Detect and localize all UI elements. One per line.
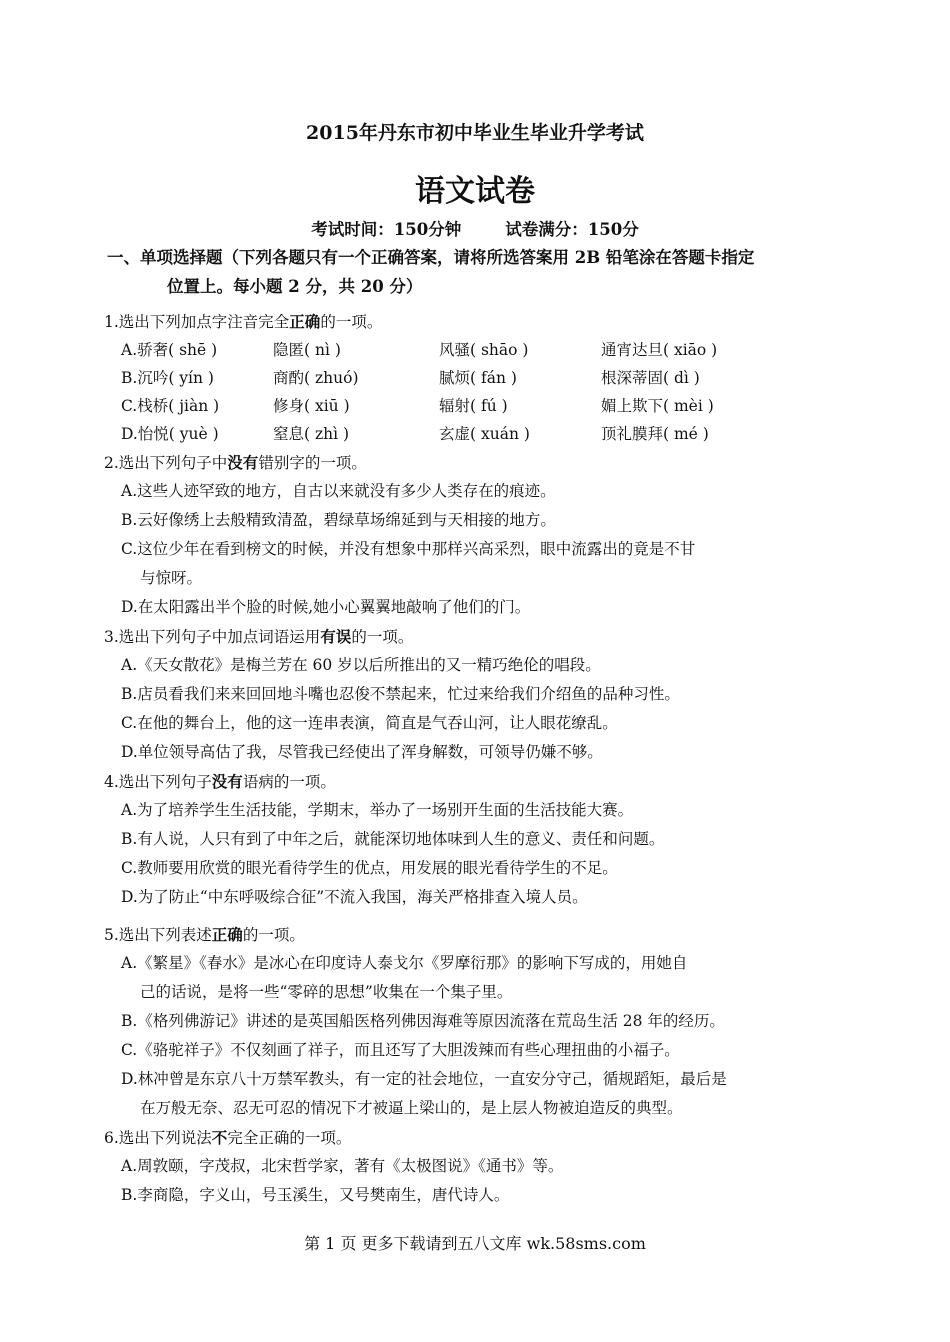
exam-title: 2015年丹东市初中毕业生毕业升学考试: [306, 122, 644, 144]
option-cell: 窒息( zhì ): [273, 425, 350, 443]
question-1-stem: 1.选出下列加点字注音完全正确的一项。: [104, 312, 383, 331]
option-cell: 顶礼膜拜( mé ): [601, 425, 709, 443]
option-cell: 修身( xiū ): [273, 397, 350, 415]
question-5-option-a: [104, 949, 854, 1007]
questions: [104, 307, 854, 1210]
question-1-options: [104, 336, 854, 448]
question-6-stem: 6.选出下列说法不完全正确的一项。: [104, 1128, 352, 1147]
option-cell: C.栈桥( jiàn ): [121, 397, 220, 415]
exam-time: 考试时间：150分钟: [311, 220, 462, 239]
question-5-option-d: [104, 1065, 854, 1123]
option-cell: B.沉吟( yín ): [121, 369, 214, 387]
option-text-cont: 在万般无奈、忍无可忍的情况下才被逼上梁山的，是上层人物被迫造反的典型。: [140, 1099, 683, 1117]
subject-title: 语文试卷: [415, 174, 535, 209]
question-6-option-b: B.李商隐，字义山，号玉溪生，又号樊南生，唐代诗人。: [121, 1186, 510, 1204]
option-cell: 媚上欺下( mèi ): [601, 397, 714, 415]
question-4-option-d: D.为了防止“中东呼吸综合征”不流入我国，海关严格排查入境人员。: [121, 888, 588, 906]
question-3-option-b: B.店员看我们来来回回地斗嘴也忍俊不禁起来，忙过来给我们介绍鱼的品种习性。: [121, 685, 680, 703]
option-text: C.这位少年在看到榜文的时候，并没有想象中那样兴高采烈，眼中流露出的竟是不甘: [121, 540, 696, 558]
question-4-stem: 4.选出下列句子没有语病的一项。: [104, 772, 336, 791]
question-3-stem: 3.选出下列句子中加点词语运用有误的一项。: [104, 627, 414, 646]
option-cell: 商酌( zhuó): [273, 369, 359, 387]
question-5-option-b: B.《格列佛游记》讲述的是英国船医格列佛因海难等原因流落在荒岛生活 28 年的经历。: [121, 1012, 725, 1030]
option-cell: A.骄奢( shē ): [121, 341, 218, 359]
question-5-stem: 5.选出下列表述正确的一项。: [104, 925, 305, 944]
question-2-option-d: D.在太阳露出半个脸的时候,她小心翼翼地敲响了他们的门。: [121, 598, 531, 616]
question-4-option-b: B.有人说，人只有到了中年之后，就能深切地体味到人生的意义、责任和问题。: [121, 830, 665, 848]
question-5-option-c: C.《骆驼祥子》不仅刻画了祥子，而且还写了大胆泼辣而有些心理扭曲的小福子。: [121, 1041, 680, 1059]
section-heading-line1: 一、单项选择题（下列各题只有一个正确答案，请将所选答案用 2B 铅笔涂在答题卡指定: [107, 248, 755, 267]
exam-score: 试卷满分：150分: [505, 220, 639, 239]
question-2-option-b: B.云好像绣上去般精致清盈，碧绿草场绵延到与天相接的地方。: [121, 511, 556, 529]
option-text: D.林冲曾是东京八十万禁军教头，有一定的社会地位，一直安分守己，循规蹈矩，最后是: [121, 1070, 727, 1088]
exam-info: [0, 216, 950, 240]
option-cell: 根深蒂固( dì ): [601, 369, 700, 387]
option-text: A.《繁星》《春水》是冰心在印度诗人泰戈尔《罗摩衍那》的影响下写成的，用她自: [121, 954, 688, 972]
option-cell: 通宵达旦( xiāo ): [601, 341, 718, 359]
section-heading: [107, 243, 852, 301]
question-2-stem: 2.选出下列句子中没有错别字的一项。: [104, 453, 367, 472]
question-6-option-a: A.周敦颐，字茂叔，北宋哲学家，著有《太极图说》《通书》等。: [121, 1157, 564, 1175]
option-cell: 辐射( fú ): [439, 397, 508, 415]
option-cell: 风骚( shāo ): [439, 341, 529, 359]
section-heading-line2: 位置上。每小题 2 分，共 20 分）: [167, 277, 423, 296]
option-row: [121, 420, 854, 448]
question-3-option-d: D.单位领导高估了我，尽管我已经使出了浑身解数，可领导仍嫌不够。: [121, 743, 603, 761]
page-footer: 第 1 页 更多下载请到五八文库 wk.58sms.com: [304, 1234, 646, 1253]
question-2-option-a: A.这些人迹罕致的地方，自古以来就没有多少人类存在的痕迹。: [121, 482, 556, 500]
option-row: [121, 364, 854, 392]
option-cell: 腻烦( fán ): [439, 369, 517, 387]
question-2-option-c: [104, 535, 854, 593]
option-row: [121, 336, 854, 364]
option-row: [121, 392, 854, 420]
question-4-option-a: A.为了培养学生生活技能，学期末，举办了一场别开生面的生活技能大赛。: [121, 801, 634, 819]
option-text-cont: 己的话说，是将一些“零碎的思想”收集在一个集子里。: [140, 983, 513, 1001]
option-cell: 玄虚( xuán ): [439, 425, 530, 443]
option-text-cont: 与惊呀。: [140, 569, 203, 587]
question-3-option-c: C.在他的舞台上，他的这一连串表演，简直是气吞山河，让人眼花缭乱。: [121, 714, 618, 732]
option-cell: D.怡悦( yuè ): [121, 425, 219, 443]
question-4-option-c: C.教师要用欣赏的眼光看待学生的优点，用发展的眼光看待学生的不足。: [121, 859, 618, 877]
option-cell: 隐匿( nì ): [273, 341, 341, 359]
question-3-option-a: A.《天女散花》是梅兰芳在 60 岁以后所推出的又一精巧绝伦的唱段。: [121, 656, 601, 674]
